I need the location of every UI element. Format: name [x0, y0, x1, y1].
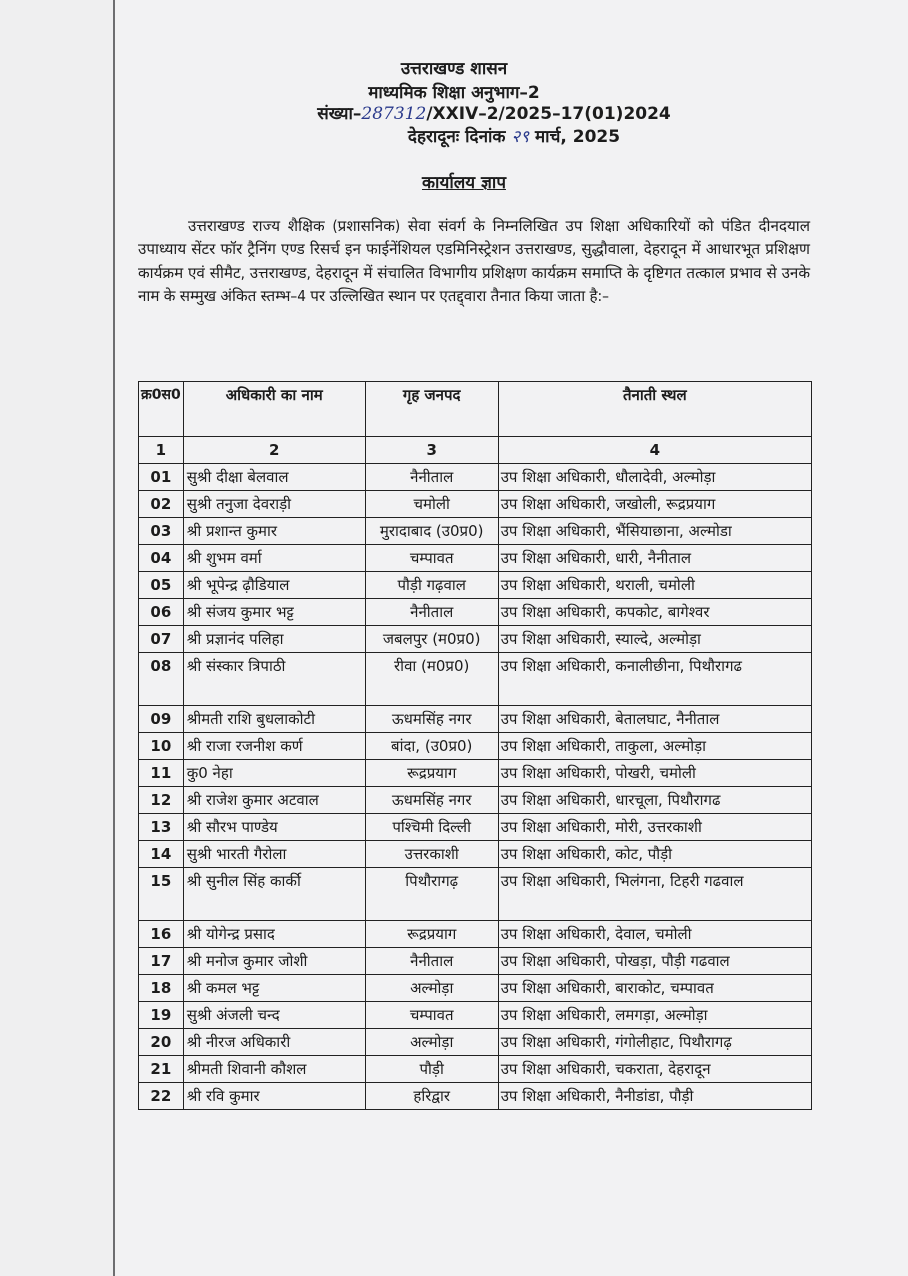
serial-cell: 03: [139, 518, 184, 545]
home-district-cell: पश्चिमी दिल्ली: [365, 814, 498, 841]
col-posting-header: तैनाती स्थल: [498, 382, 811, 437]
serial-cell: 08: [139, 653, 184, 706]
officer-name-cell: श्री सुनील सिंह कार्की: [183, 868, 365, 921]
body-paragraph: उत्तराखण्ड राज्य शैक्षिक (प्रशासनिक) सेवा संवर्ग के निम्नलिखित उप शिक्षा अधिकारियों को पंडित दीनदयाल उपाध्याय सेंटर फॉर ट्रैनिंग एण्ड रिसर्च इन फाईनेंशियल एडमिनिस्ट्रेशन उत्तराखण्ड, सुद्धौवाला, देहरादून में आधारभूत प्रशिक्षण कार्यक्रम एवं सीमैट, उत्तराखण्ड, देहरादून में संचालित विभागीय प्रशिक्षण कार्यक्रम समाप्ति के दृष्टिगत तत्काल प्रभाव से उनके नाम के सम्मुख अंकित स्तम्भ–4 पर उल्लिखित स्थान पर एतद्द्वारा तैनात किया जाता है:–: [138, 217, 810, 306]
home-district-cell: चम्पावत: [365, 545, 498, 572]
posting-place-cell: उप शिक्षा अधिकारी, बाराकोट, चम्पावत: [498, 975, 811, 1002]
posting-place-cell: उप शिक्षा अधिकारी, गंगोलीहाट, पिथौरागढ़: [498, 1029, 811, 1056]
officer-name-cell: श्री राजेश कुमार अटवाल: [183, 787, 365, 814]
officer-name-cell: श्री संजय कुमार भट्ट: [183, 599, 365, 626]
table-row: [139, 1029, 812, 1056]
posting-place-cell: उप शिक्षा अधिकारी, धौलादेवी, अल्मोड़ा: [498, 464, 811, 491]
place-date-label: देहरादूनः दिनांक: [407, 127, 506, 147]
serial-cell: 18: [139, 975, 184, 1002]
place-date: [60, 124, 908, 147]
home-district-cell: जबलपुर (म0प्र0): [365, 626, 498, 653]
posting-place-cell: उप शिक्षा अधिकारी, कपकोट, बागेश्वर: [498, 599, 811, 626]
serial-cell: 17: [139, 948, 184, 975]
officer-name-cell: श्री सौरभ पाण्डेय: [183, 814, 365, 841]
home-district-cell: नैनीताल: [365, 948, 498, 975]
number-label: संख्या–: [317, 104, 362, 124]
posting-place-cell: उप शिक्षा अधिकारी, जखोली, रूद्रप्रयाग: [498, 491, 811, 518]
table-row: [139, 1056, 812, 1083]
table-row: [139, 868, 812, 921]
serial-cell: 12: [139, 787, 184, 814]
col-number: 4: [498, 437, 811, 464]
table-row: [139, 572, 812, 599]
home-district-cell: हरिद्वार: [365, 1083, 498, 1110]
posting-place-cell: उप शिक्षा अधिकारी, धारी, नैनीताल: [498, 545, 811, 572]
memo-title: कार्यालय ज्ञाप: [422, 173, 506, 193]
serial-cell: 19: [139, 1002, 184, 1029]
table-row: [139, 814, 812, 841]
serial-cell: 15: [139, 868, 184, 921]
column-number-row: [139, 437, 812, 464]
table-row: [139, 545, 812, 572]
table-body: [139, 464, 812, 1110]
officer-name-cell: श्री प्रशान्त कुमार: [183, 518, 365, 545]
home-district-cell: चमोली: [365, 491, 498, 518]
posting-place-cell: उप शिक्षा अधिकारी, धारचूला, पिथौरागढ: [498, 787, 811, 814]
posting-place-cell: उप शिक्षा अधिकारी, बेतालघाट, नैनीताल: [498, 706, 811, 733]
reference-number: [40, 101, 908, 124]
handwritten-date: २९: [511, 127, 530, 147]
home-district-cell: उत्तरकाशी: [365, 841, 498, 868]
government-heading: उत्तराखण्ड शासन: [400, 59, 508, 79]
table-row: [139, 491, 812, 518]
officer-name-cell: श्रीमती राशि बुधलाकोटी: [183, 706, 365, 733]
posting-table: [138, 381, 812, 1110]
posting-place-cell: उप शिक्षा अधिकारी, भैंसियाछाना, अल्मोडा: [498, 518, 811, 545]
officer-name-cell: श्री रवि कुमार: [183, 1083, 365, 1110]
table-row: [139, 464, 812, 491]
home-district-cell: अल्मोड़ा: [365, 975, 498, 1002]
officer-name-cell: कु0 नेहा: [183, 760, 365, 787]
home-district-cell: रीवा (म0प्र0): [365, 653, 498, 706]
home-district-cell: पिथौरागढ़: [365, 868, 498, 921]
serial-cell: 11: [139, 760, 184, 787]
table-row: [139, 518, 812, 545]
col-serial-header: क्र0स0: [139, 382, 184, 437]
handwritten-number: 287312: [361, 104, 427, 124]
officer-name-cell: सुश्री तनुजा देवराड़ी: [183, 491, 365, 518]
posting-place-cell: उप शिक्षा अधिकारी, मोरी, उत्तरकाशी: [498, 814, 811, 841]
home-district-cell: रूद्रप्रयाग: [365, 921, 498, 948]
posting-place-cell: उप शिक्षा अधिकारी, पोखड़ा, पौड़ी गढवाल: [498, 948, 811, 975]
serial-cell: 20: [139, 1029, 184, 1056]
department-heading: माध्यमिक शिक्षा अनुभाग–2: [368, 83, 540, 103]
home-district-cell: नैनीताल: [365, 464, 498, 491]
serial-cell: 06: [139, 599, 184, 626]
officer-name-cell: श्रीमती शिवानी कौशल: [183, 1056, 365, 1083]
home-district-cell: ऊधमसिंह नगर: [365, 787, 498, 814]
month-year: मार्च, 2025: [535, 127, 621, 147]
posting-place-cell: उप शिक्षा अधिकारी, भिलंगना, टिहरी गढवाल: [498, 868, 811, 921]
posting-place-cell: उप शिक्षा अधिकारी, ताकुला, अल्मोड़ा: [498, 733, 811, 760]
table-row: [139, 1083, 812, 1110]
col-home-district-header: गृह जनपद: [365, 382, 498, 437]
posting-place-cell: उप शिक्षा अधिकारी, पोखरी, चमोली: [498, 760, 811, 787]
col-name-header: अधिकारी का नाम: [183, 382, 365, 437]
table-header-row: [139, 382, 812, 437]
serial-cell: 09: [139, 706, 184, 733]
serial-cell: 16: [139, 921, 184, 948]
table-row: [139, 653, 812, 706]
posting-place-cell: उप शिक्षा अधिकारी, देवाल, चमोली: [498, 921, 811, 948]
col-number: 2: [183, 437, 365, 464]
table-row: [139, 626, 812, 653]
officer-name-cell: श्री संस्कार त्रिपाठी: [183, 653, 365, 706]
officer-name-cell: श्री राजा रजनीश कर्ण: [183, 733, 365, 760]
home-district-cell: पौड़ी: [365, 1056, 498, 1083]
serial-cell: 01: [139, 464, 184, 491]
posting-place-cell: उप शिक्षा अधिकारी, नैनीडांडा, पौड़ी: [498, 1083, 811, 1110]
home-district-cell: पौड़ी गढ़वाल: [365, 572, 498, 599]
serial-cell: 04: [139, 545, 184, 572]
officer-name-cell: श्री मनोज कुमार जोशी: [183, 948, 365, 975]
home-district-cell: नैनीताल: [365, 599, 498, 626]
officer-name-cell: सुश्री अंजली चन्द: [183, 1002, 365, 1029]
table-row: [139, 787, 812, 814]
officer-name-cell: श्री नीरज अधिकारी: [183, 1029, 365, 1056]
table-row: [139, 841, 812, 868]
home-district-cell: ऊधमसिंह नगर: [365, 706, 498, 733]
table-row: [139, 921, 812, 948]
col-number: 3: [365, 437, 498, 464]
serial-cell: 22: [139, 1083, 184, 1110]
home-district-cell: बांदा, (उ0प्र0): [365, 733, 498, 760]
posting-place-cell: उप शिक्षा अधिकारी, थराली, चमोली: [498, 572, 811, 599]
officer-name-cell: श्री कमल भट्ट: [183, 975, 365, 1002]
home-district-cell: मुरादाबाद (उ0प्र0): [365, 518, 498, 545]
serial-cell: 07: [139, 626, 184, 653]
officer-name-cell: श्री प्रज्ञानंद पलिहा: [183, 626, 365, 653]
posting-place-cell: उप शिक्षा अधिकारी, चकराता, देहरादून: [498, 1056, 811, 1083]
officer-name-cell: सुश्री दीक्षा बेलवाल: [183, 464, 365, 491]
officer-name-cell: श्री योगेन्द्र प्रसाद: [183, 921, 365, 948]
home-district-cell: अल्मोड़ा: [365, 1029, 498, 1056]
officer-name-cell: सुश्री भारती गैरोला: [183, 841, 365, 868]
serial-cell: 13: [139, 814, 184, 841]
table-row: [139, 599, 812, 626]
posting-place-cell: उप शिक्षा अधिकारी, स्याल्दे, अल्मोड़ा: [498, 626, 811, 653]
serial-cell: 10: [139, 733, 184, 760]
table-row: [139, 733, 812, 760]
serial-cell: 05: [139, 572, 184, 599]
number-suffix: /XXIV–2/2025–17(01)2024: [426, 104, 671, 124]
officer-name-cell: श्री शुभम वर्मा: [183, 545, 365, 572]
table-row: [139, 760, 812, 787]
posting-place-cell: उप शिक्षा अधिकारी, कनालीछीना, पिथौरागढ: [498, 653, 811, 706]
table-row: [139, 948, 812, 975]
home-district-cell: रूद्रप्रयाग: [365, 760, 498, 787]
table-row: [139, 975, 812, 1002]
posting-place-cell: उप शिक्षा अधिकारी, लमगड़ा, अल्मोड़ा: [498, 1002, 811, 1029]
col-number: 1: [139, 437, 184, 464]
serial-cell: 21: [139, 1056, 184, 1083]
officer-name-cell: श्री भूपेन्द्र ढ़ौडियाल: [183, 572, 365, 599]
home-district-cell: चम्पावत: [365, 1002, 498, 1029]
serial-cell: 14: [139, 841, 184, 868]
posting-place-cell: उप शिक्षा अधिकारी, कोट, पौड़ी: [498, 841, 811, 868]
serial-cell: 02: [139, 491, 184, 518]
table-row: [139, 1002, 812, 1029]
table-row: [139, 706, 812, 733]
